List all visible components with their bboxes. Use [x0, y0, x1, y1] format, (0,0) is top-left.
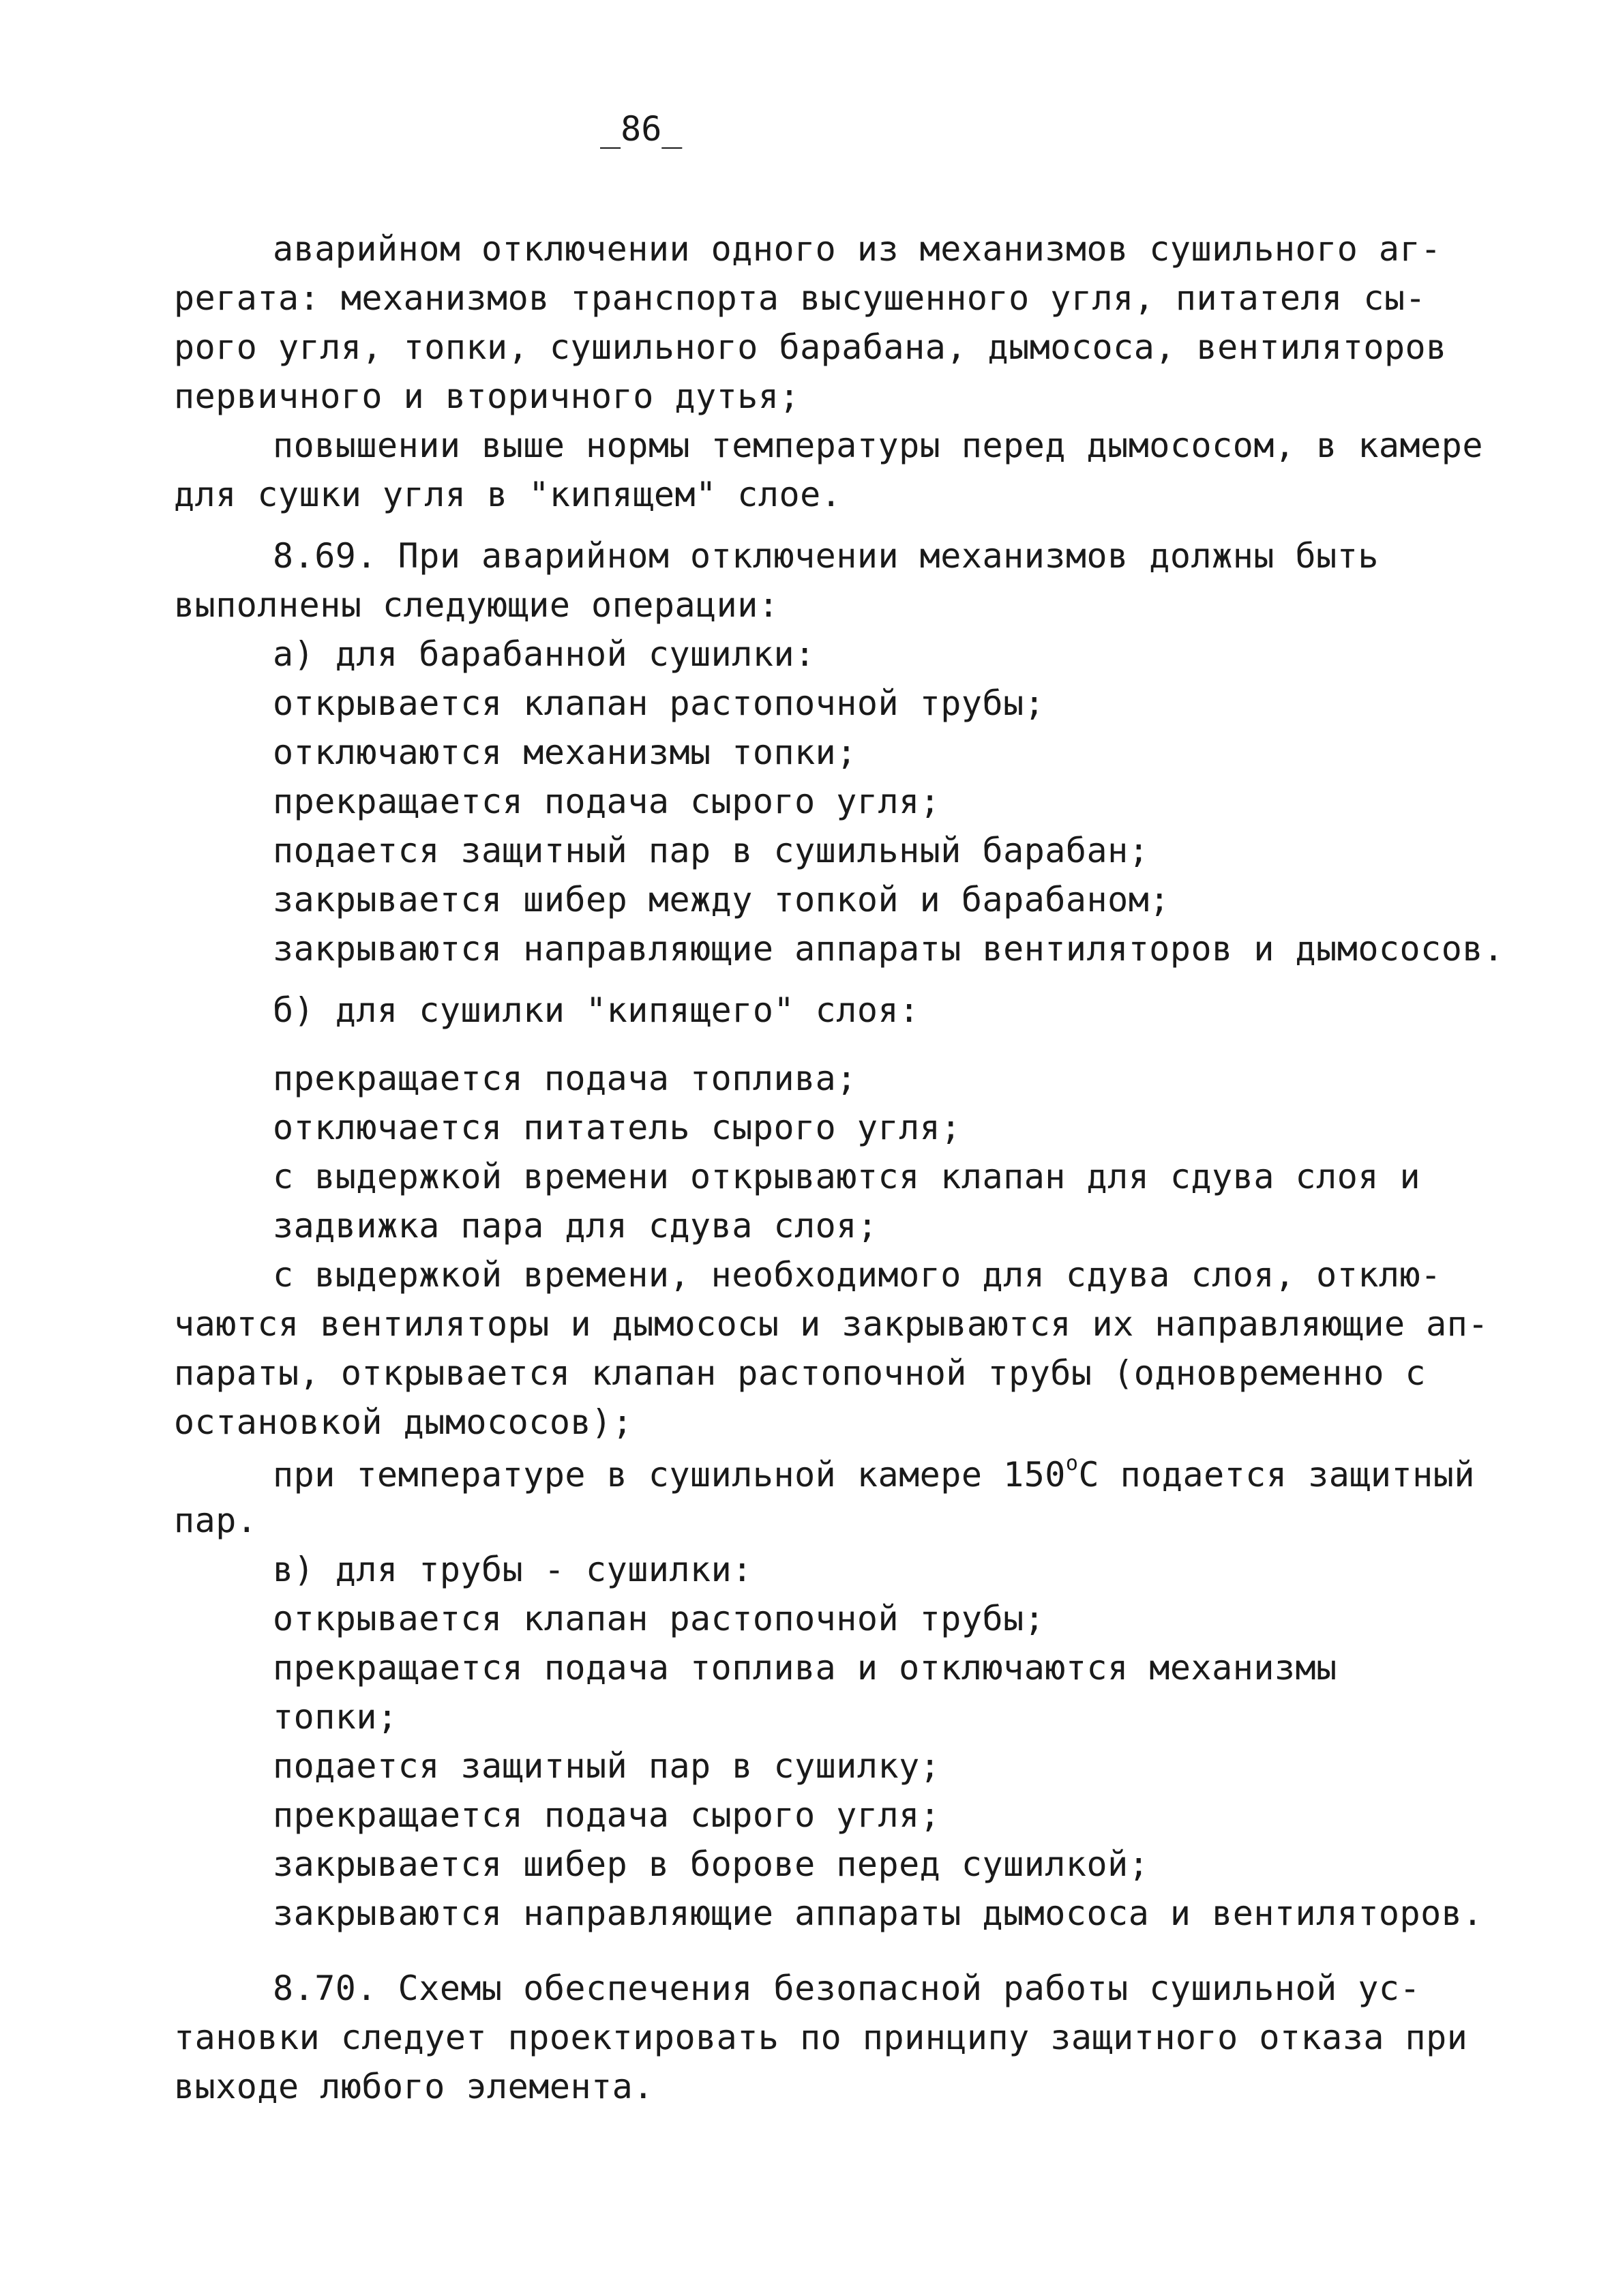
text-line: закрывается шибер между топкой и барабаном;: [273, 880, 1170, 919]
text-line: повышении выше нормы температуры перед дымососом, в камере: [273, 426, 1483, 465]
degree-sign: o: [1065, 1452, 1079, 1475]
text-line: прекращается подача сырого угля;: [273, 1795, 941, 1835]
text-line: первичного и вторичного дутья;: [174, 377, 801, 416]
text-line: остановкой дымососов);: [174, 1402, 633, 1442]
text-line: параты, открывается клапан растопочной трубы (одновременно с: [174, 1353, 1427, 1393]
text-line: с выдержкой времени открываются клапан для сдува слоя и: [273, 1157, 1421, 1196]
text-line: а) для барабанной сушилки:: [273, 634, 816, 674]
text-line: аварийном отключении одного из механизмов сушильного аг-: [273, 229, 1442, 269]
text-line: прекращается подача сырого угля;: [273, 782, 941, 821]
text-line: тановки следует проектировать по принципу защитного отказа при: [174, 2018, 1468, 2057]
text-line: закрываются направляющие аппараты вентиляторов и дымососов.: [273, 929, 1504, 969]
text-line: закрывается шибер в борове перед сушилкой;: [273, 1844, 1150, 1884]
text-line: выходе любого элемента.: [174, 2067, 654, 2106]
text-line: отключается питатель сырого угля;: [273, 1108, 961, 1147]
text-line: рого угля, топки, сушильного барабана, дымососа, вентиляторов: [174, 327, 1447, 367]
text-line: для сушки угля в "кипящем" слое.: [174, 475, 842, 514]
page-number: _86_: [600, 109, 683, 149]
text-line: подается защитный пар в сушильный барабан;: [273, 831, 1150, 870]
text-line: б) для сушилки "кипящего" слоя:: [273, 990, 920, 1030]
text-line: отключаются механизмы топки;: [273, 733, 857, 772]
text-line: подается защитный пар в сушилку;: [273, 1746, 941, 1786]
text-line: 8.69. При аварийном отключении механизмов должны быть: [273, 536, 1379, 576]
text-line: в) для трубы - сушилки:: [273, 1550, 753, 1589]
text-line: выполнены следующие операции:: [174, 585, 779, 625]
text-line: пар.: [174, 1501, 258, 1540]
text-line: чаются вентиляторы и дымососы и закрываются их направляющие ап-: [174, 1304, 1489, 1344]
text-line: закрываются направляющие аппараты дымососа и вентиляторов.: [273, 1894, 1483, 1933]
text-line: прекращается подача топлива;: [273, 1059, 857, 1098]
text-line: открывается клапан растопочной трубы;: [273, 1599, 1045, 1638]
text-line: прекращается подача топлива и отключаются механизмы: [273, 1648, 1337, 1688]
text-line: задвижка пара для сдува слоя;: [273, 1206, 878, 1246]
text-line: регата: механизмов транспорта высушенного угля, питателя сы-: [174, 278, 1427, 318]
text-line-temperature: при температуре в сушильной камере 150$^o$C подается защитный: [273, 1452, 1475, 1495]
text-line: 8.70. Схемы обеспечения безопасной работы сушильной ус-: [273, 1969, 1421, 2008]
text-line: открывается клапан растопочной трубы;: [273, 683, 1045, 723]
text-line: топки;: [273, 1697, 398, 1737]
text-line: с выдержкой времени, необходимого для сдува слоя, отклю-: [273, 1255, 1442, 1295]
